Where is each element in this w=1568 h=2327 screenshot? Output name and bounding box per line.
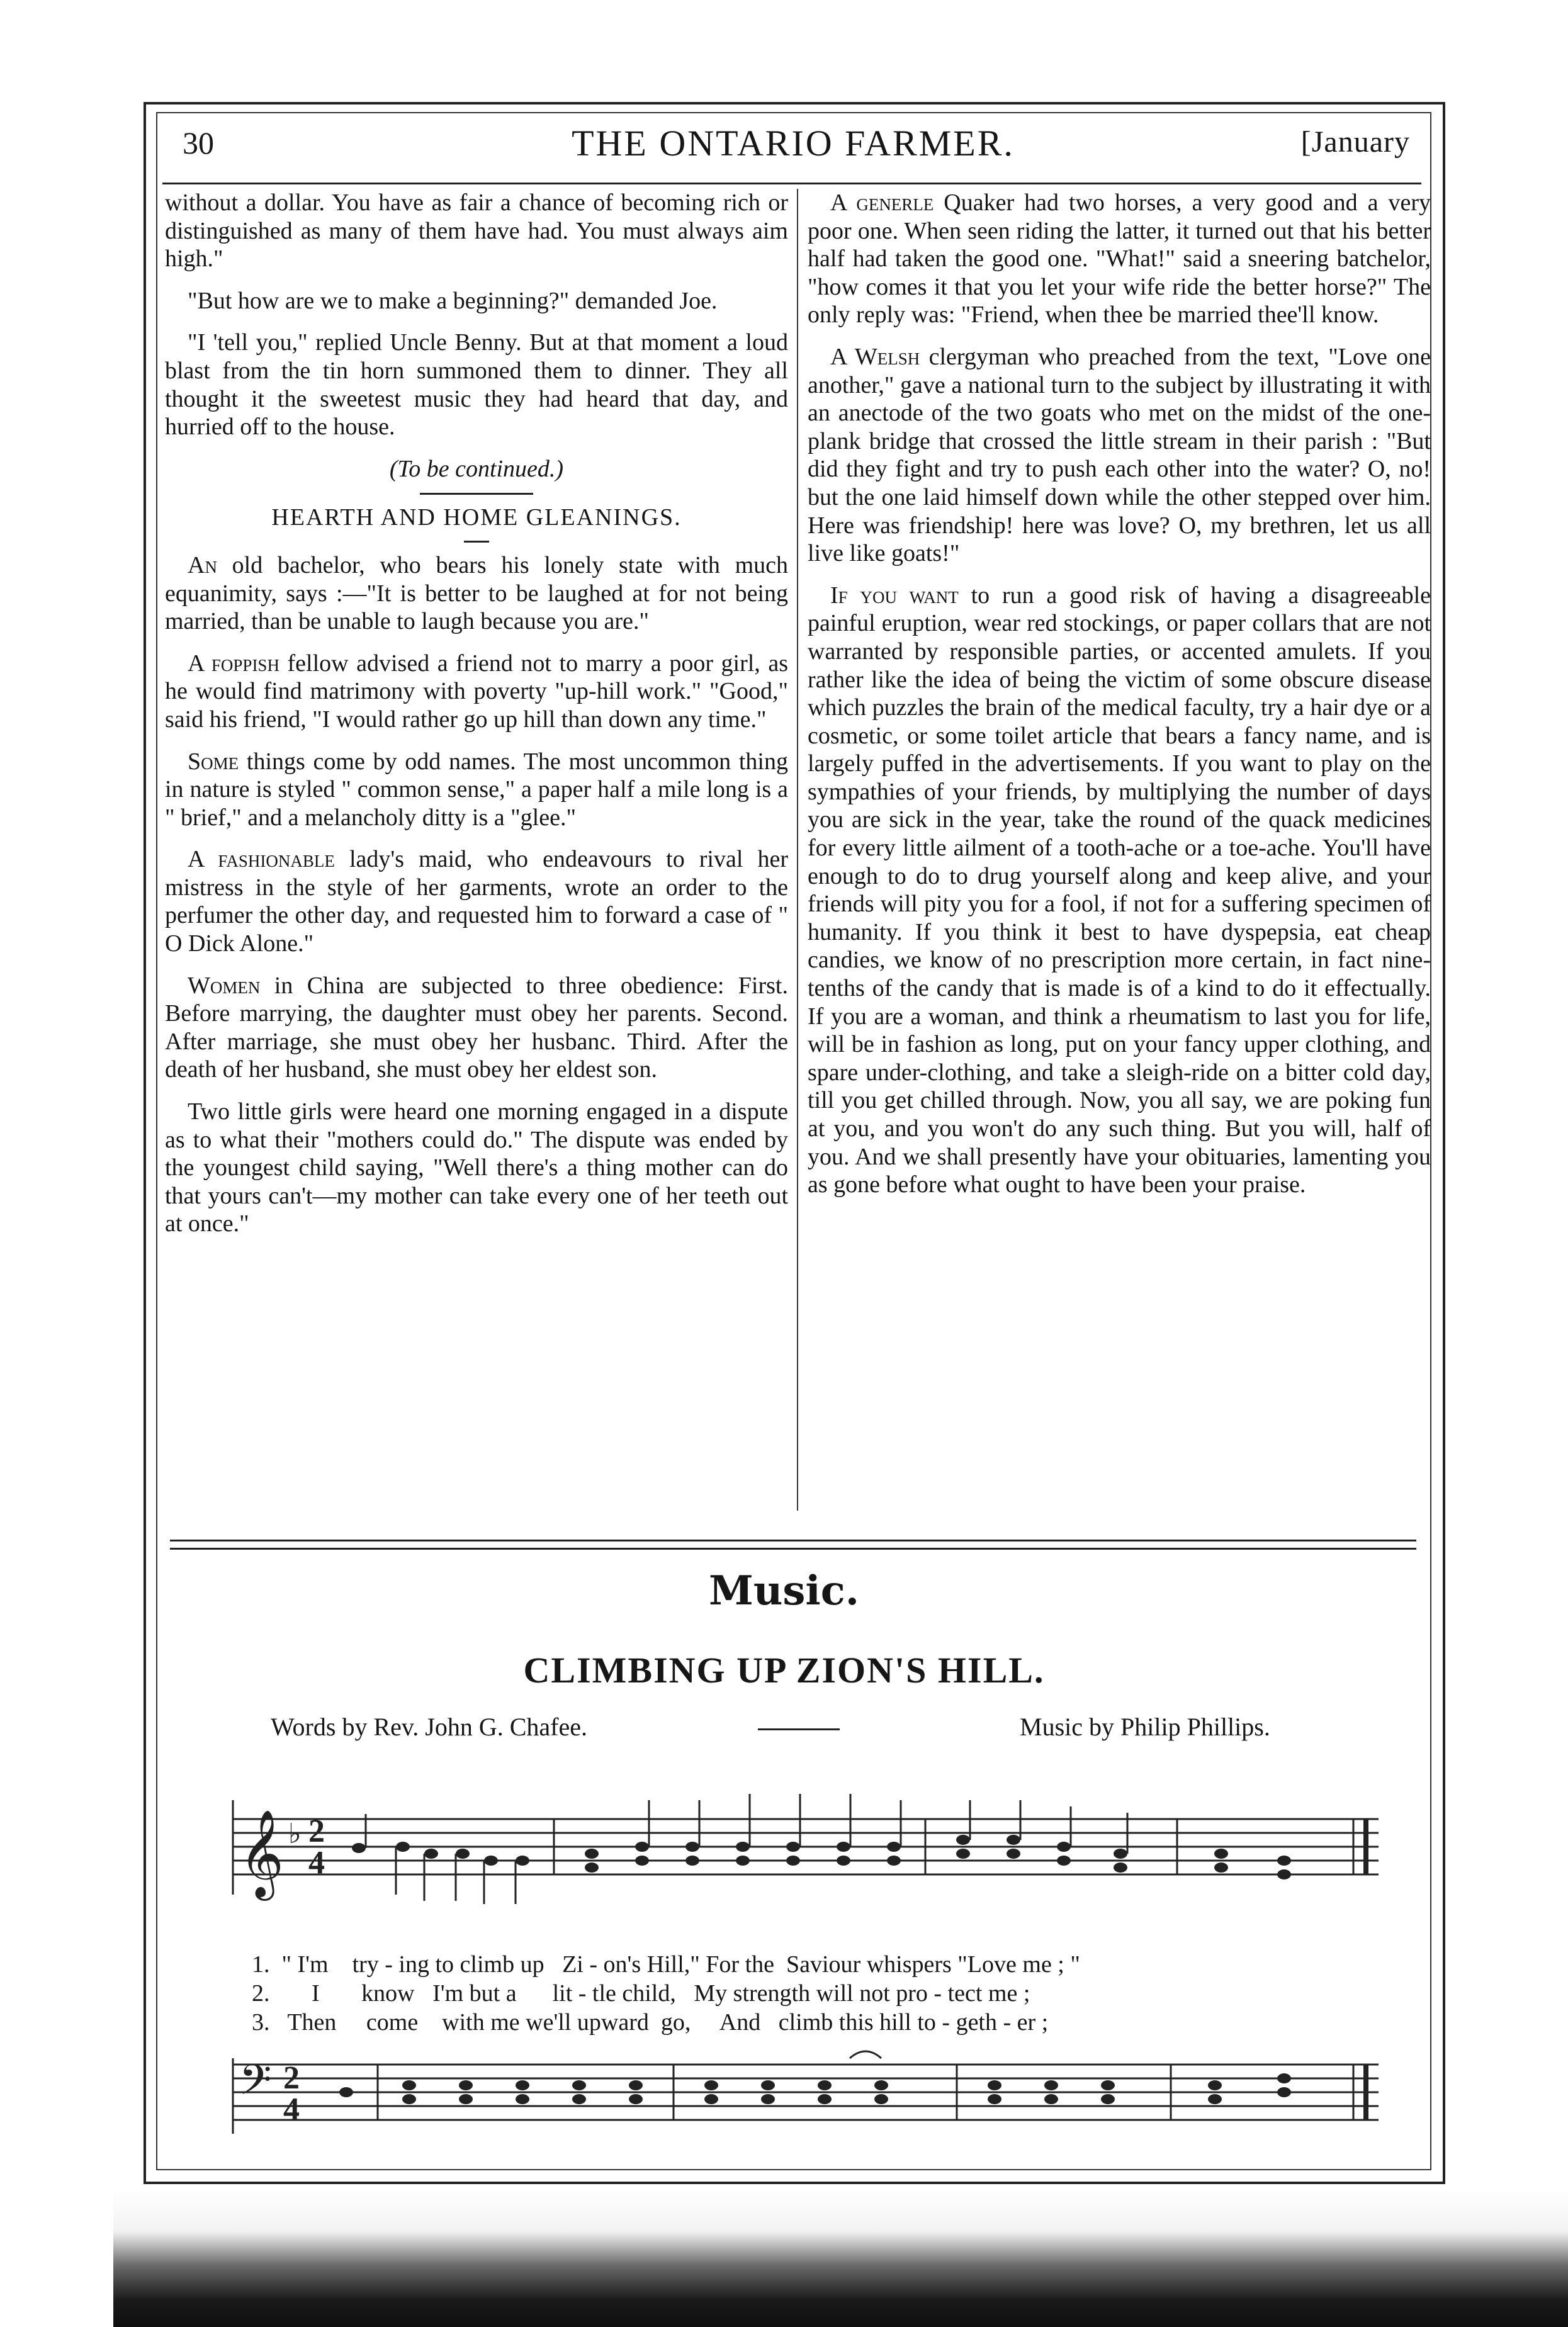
scan-edge-shadow (113, 2190, 1568, 2327)
gleaning-text: fellow advised a friend not to marry a poor girl, as he would find matrimony with poverty "up-hill work." "Good," said his friend, "I would rather go up hill than down any time." (165, 650, 789, 733)
bass-clef-icon: 𝄢 (239, 2056, 272, 2114)
continued-note: (To be continued.) (389, 455, 564, 482)
lyrics-block (252, 1950, 1080, 2037)
words-credit: Words by Rev. John G. Chafee. (271, 1713, 587, 1741)
story-paragraph: "I 'tell you," replied Uncle Benny. But at that moment a loud blast from the tin horn summoned them to dinner. They all thought it the sweetest music they had heard that day, and hurried off to the house. (165, 329, 788, 441)
music-credit: Music by Philip Phillips. (1020, 1713, 1270, 1741)
gleaning-item (808, 189, 1431, 329)
lead-words: Women (188, 972, 261, 999)
lead-words: Some (188, 748, 239, 775)
column-divider (797, 189, 798, 1511)
credit-dash (758, 1728, 840, 1730)
gleaning-text: things come by odd names. The most uncommon thing in nature is styled " common sense," a paper half a mile long is a " brief," and a melancholy ditty is a "glee." (165, 748, 788, 831)
lead-words: A foppish (188, 650, 279, 677)
fermata-icon (850, 2051, 881, 2058)
bass-staff (214, 2039, 1404, 2159)
gleaning-item (165, 748, 788, 832)
time-signature-top: 2 (308, 1813, 325, 1849)
time-signature-top: 2 (283, 2060, 300, 2096)
page-number: 30 (183, 125, 214, 161)
page-header (170, 120, 1416, 176)
divider-rule (464, 541, 489, 543)
lyric-verse-3: 3. Then come with me we'll upward go, And climb this hill to - geth - er ; (252, 2009, 1049, 2036)
running-title: THE ONTARIO FARMER. (572, 123, 1015, 164)
story-paragraph: "But how are we to make a beginning?" demanded Joe. (188, 287, 718, 314)
gleaning-item (808, 582, 1431, 1199)
music-section-rule (170, 1540, 1416, 1550)
lyric-verse-1: 1. " I'm try - ing to climb up Zi - on's Hill," For the Saviour whispers "Love me ; " (252, 1951, 1080, 1978)
story-paragraph: without a dollar. You have as fair a chance of becoming rich or distinguished as many of them have had. You must always aim high." (165, 189, 788, 273)
gleaning-text: clergyman who preached from the text, "Love one another," gave a national turn to the subject by illustrating it with an anectode of the two goats who met on the midst of the one-plank bridge that crossed the little stream in their parish : "But did they fight and try to push each other into the water? O, no! but the one laid himself down while the other stepped over him. Here was friendship! here was love? O, my brethren, let us all live like goats!" (808, 343, 1431, 567)
right-column (808, 189, 1431, 1213)
gleaning-item (165, 845, 788, 957)
lead-words: A fashionable (188, 846, 335, 873)
treble-staff (214, 1775, 1404, 1939)
lead-words: A generle (830, 189, 934, 216)
divider-rule (420, 493, 533, 495)
song-title: CLIMBING UP ZION'S HILL. (523, 1650, 1045, 1691)
gleaning-item (165, 551, 788, 636)
lyric-verse-2: 2. I know I'm but a lit - tle child, My strength will not pro - tect me ; (252, 1980, 1030, 2007)
gleaning-item: Two little girls were heard one morning engaged in a dispute as to what their "mothers could do." The dispute was ended by the youngest child saying, "Well there's a thing mother can do that yours can't—my mother can take every one of her teeth out at once." (165, 1098, 788, 1237)
time-signature-bottom: 4 (283, 2092, 300, 2127)
gleaning-text: Quaker had two horses, a very good and a very poor one. When seen riding the latter, it turned out that his better half had taken the good one. "What!" said a sneering batchelor, "how comes it that you let your wife ride the better horse?" The only reply was: "Friend, when thee be married thee'll know. (808, 189, 1431, 329)
gleaning-item (808, 343, 1431, 568)
treble-clef-icon: 𝄞 (239, 1810, 284, 1897)
time-signature-bottom: 4 (308, 1845, 325, 1881)
gleaning-text: to run a good risk of having a disagreeable painful eruption, wear red stockings, or paper collars that are not warranted by responsible parties, or accented amulets. If you rather like the idea of being the victim of some obscure disease which puzzles the brain of the medical faculty, try a hair dye or a cosmetic, or some toilet article that bears a fancy name, and is largely puffed in the advertisements. If you want to play on the sympathies of your friends, by multiplying the number of days you are sick in the year, take the round of the quack medicines for every little ailment of a tooth-ache or a toe-ache. You'll have enough to do to drug yourself along and keep alive, and your friends will pity you for a fool, if not for a suffering specimen of humanity. If you think it best to have dyspepsia, eat cheap candies, we know of no prescription more certain, in fact nine-tenths of the candy that is made is of a kind to do it effectually. If you are a woman, and think a rheumatism to last you for life, will be in fashion as long, put on your fancy upper clothing, and spare under-clothing, and take a sleigh-ride on a bitter cold day, till you get chilled through. Now, you all say, we are poking fun at you, and you won't do any such thing. But you will, half of you. And we shall presently have your obituaries, lamenting you as gone before what ought to have been your praise. (808, 582, 1431, 1198)
lead-words: An (188, 551, 217, 578)
header-rule (162, 183, 1421, 184)
music-heading: Music. (709, 1567, 859, 1614)
left-column (165, 189, 788, 1252)
gleaning-item (165, 650, 788, 734)
lead-words: If you want (830, 582, 959, 609)
treble-notes (352, 1835, 1291, 1879)
gleaning-text: lady's maid, who endeavours to rival her mistress in the style of her garments, wrote an order to the perfumer the other day, and requested him to forward a case of " O Dick Alone." (165, 846, 788, 957)
month-label: [January (1300, 125, 1410, 159)
gleaning-text: old bachelor, who bears his lonely state with much equanimity, says :—"It is better to be laughed at for not being married, than be unable to laugh because you are." (165, 551, 788, 635)
section-title: HEARTH AND HOME GLEANINGS. (271, 504, 682, 531)
gleaning-item (165, 972, 788, 1084)
gleaning-text: in China are subjected to three obedience: First. Before marrying, the daughter must obey her parents. Second. After marriage, she must obey her husbanc. Third. After the death of her husband, she must obey her eldest son. (165, 972, 788, 1083)
flat-icon: ♭ (288, 1818, 302, 1850)
lead-words: A Welsh (830, 343, 920, 370)
